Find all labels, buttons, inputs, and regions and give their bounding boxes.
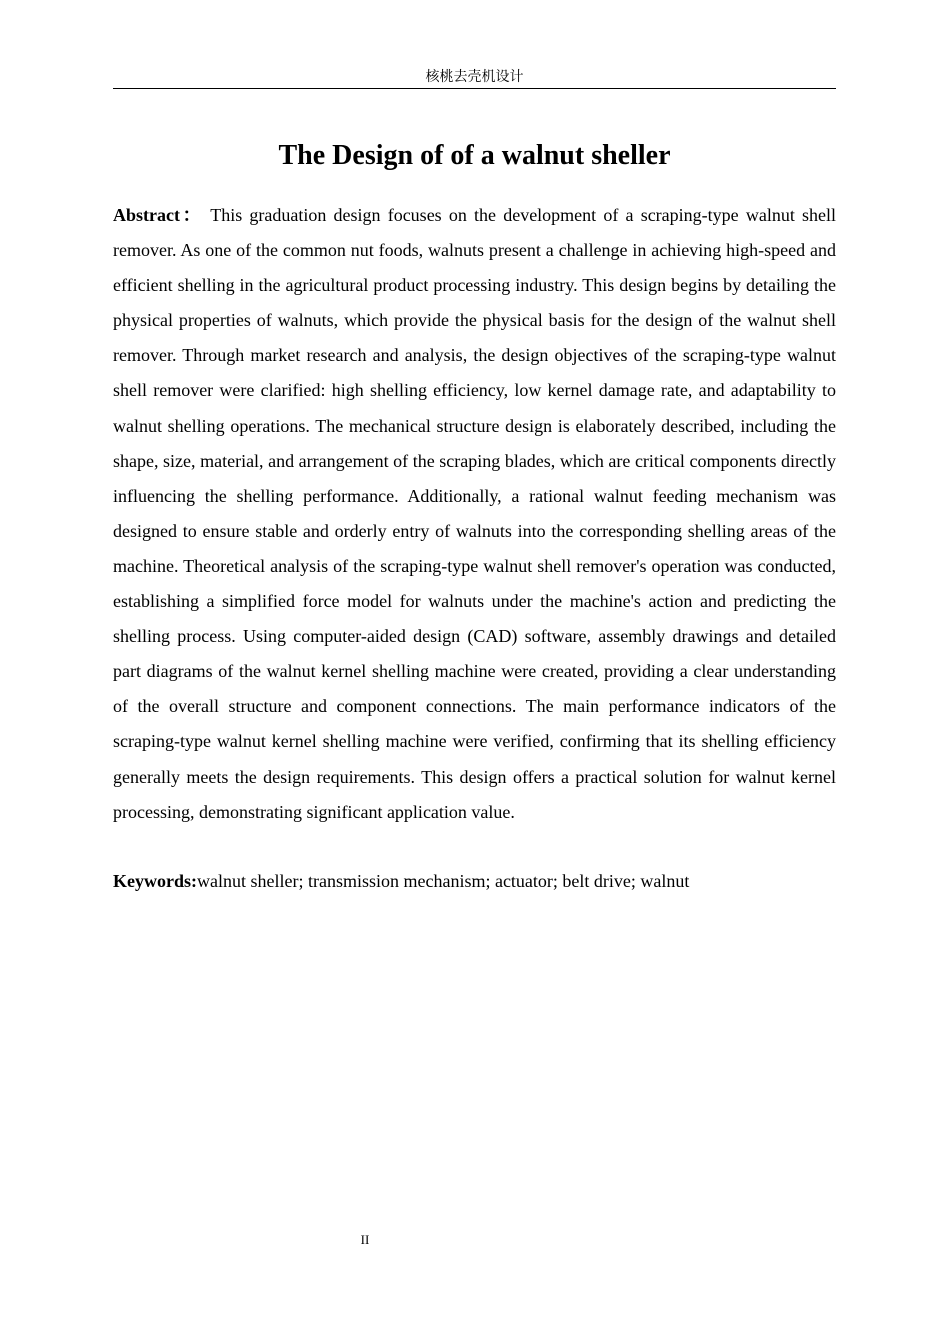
- abstract-text: This graduation design focuses on the development of a scraping-type walnut shell remover. As one of the common nut foods, walnuts present a challenge in achieving high-speed and efficient shelling in the agricultural product processing industry. This design begins by detailing the physical properties of walnuts, which provide the physical basis for the design of the walnut shell remover. Through market research and analysis, the design objectives of the scraping-type walnut shell remover were clarified: high shelling efficiency, low kernel damage rate, and adaptability to walnut shelling operations. The mechanical structure design is elaborately described, including the shape, size, material, and arrangement of the scraping blades, which are critical components directly influencing the shelling performance. Additionally, a rational walnut feeding mechanism was designed to ensure stable and orderly entry of walnuts into the corresponding shelling areas of the machine. Theoretical analysis of the scraping-type walnut shell remover's operation was conducted, establishing a simplified force model for walnuts under the machine's action and predicting the shelling process. Using computer-aided design (CAD) software, assembly drawings and detailed part diagrams of the walnut kernel shelling machine were created, providing a clear understanding of the overall structure and component connections. The main performance indicators of the scraping-type walnut kernel shelling machine were verified, confirming that its shelling efficiency generally meets the design requirements. This design offers a practical solution for walnut kernel processing, demonstrating significant application value.: [113, 205, 836, 822]
- keywords-line: [113, 864, 836, 899]
- document-title: The Design of of a walnut sheller: [278, 140, 671, 171]
- keywords-text: walnut sheller; transmission mechanism; actuator; belt drive; walnut: [197, 871, 690, 891]
- running-header: 核桃去壳机设计: [113, 66, 836, 89]
- page-number: II: [360, 1232, 370, 1247]
- abstract-label: Abstract：: [113, 205, 204, 225]
- abstract-paragraph: [113, 198, 836, 830]
- keywords-label: Keywords:: [113, 871, 197, 891]
